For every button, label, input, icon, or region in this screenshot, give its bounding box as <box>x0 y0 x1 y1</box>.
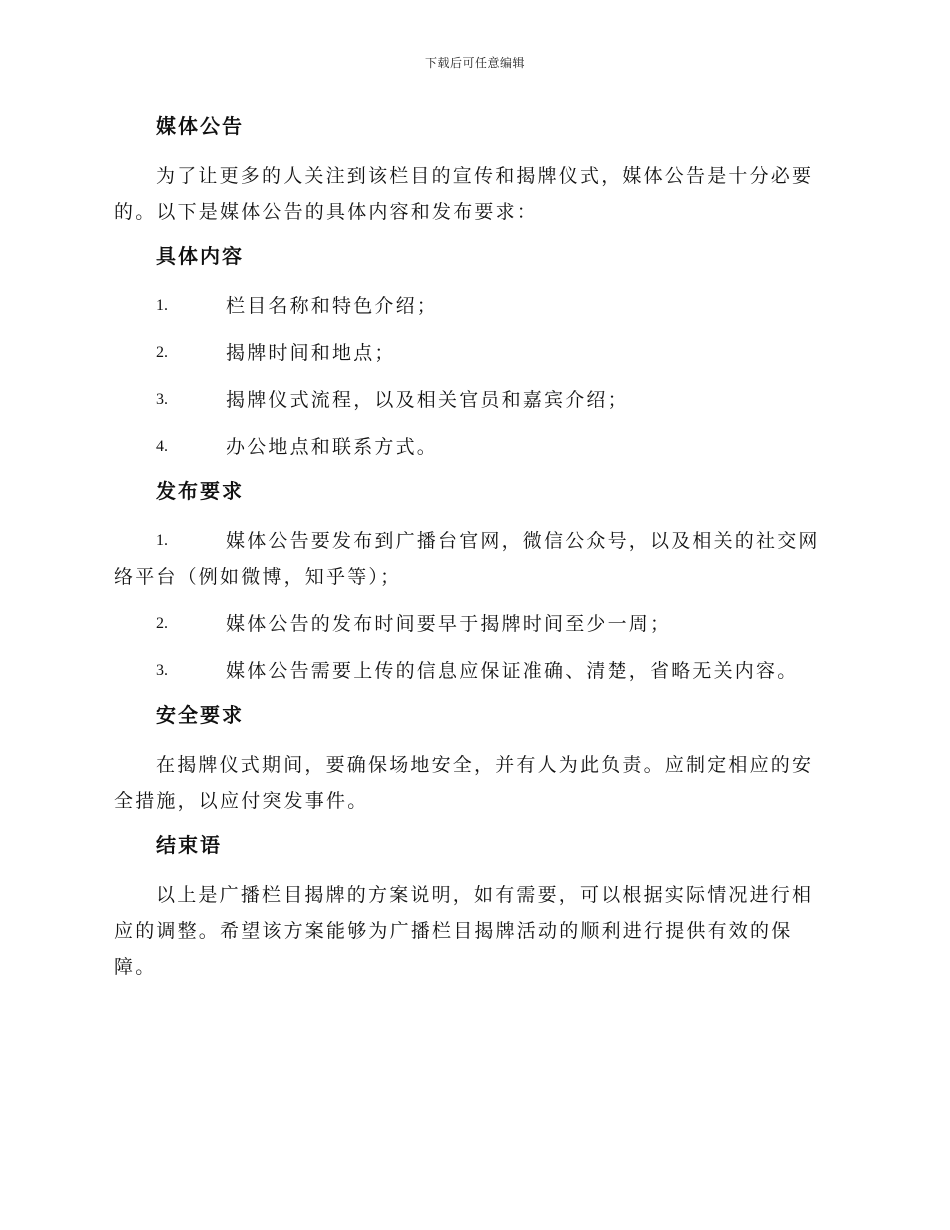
list-text: 媒体公告的发布时间要早于揭牌时间至少一周； <box>226 613 672 635</box>
list-number: 3. <box>156 662 168 679</box>
list-item <box>114 382 834 418</box>
list-number: 1. <box>156 532 168 549</box>
list-number: 3. <box>156 391 168 408</box>
list-text: 媒体公告要发布到广播台官网，微信公众号，以及相关的社交网络平台（例如微博，知乎等）； <box>114 530 820 588</box>
list-item <box>114 653 834 689</box>
list-item <box>114 606 834 642</box>
list-item <box>114 429 834 465</box>
list-number: 2. <box>156 344 168 361</box>
list-text: 揭牌时间和地点； <box>226 342 396 364</box>
closing-paragraph: 以上是广播栏目揭牌的方案说明，如有需要，可以根据实际情况进行相应的调整。希望该方案能够为广播栏目揭牌活动的顺利进行提供有效的保障。 <box>114 884 814 978</box>
safety-paragraph: 在揭牌仪式期间，要确保场地安全，并有人为此负责。应制定相应的安全措施，以应付突发事件。 <box>114 754 814 812</box>
list-text: 揭牌仪式流程，以及相关官员和嘉宾介绍； <box>226 389 629 411</box>
media-intro-paragraph: 为了让更多的人关注到该栏目的宣传和揭牌仪式，媒体公告是十分必要的。以下是媒体公告的具体内容和发布要求： <box>114 165 814 223</box>
document-body <box>114 111 834 996</box>
list-number: 2. <box>156 615 168 632</box>
heading-closing: 结束语 <box>156 833 222 857</box>
list-text: 栏目名称和特色介绍； <box>226 295 439 317</box>
heading-specific-content: 具体内容 <box>156 244 244 268</box>
heading-publish-requirements: 发布要求 <box>156 479 244 503</box>
list-item <box>114 335 834 371</box>
heading-media-announcement: 媒体公告 <box>156 114 244 138</box>
list-text: 办公地点和联系方式。 <box>226 436 439 458</box>
list-text: 媒体公告需要上传的信息应保证准确、清楚，省略无关内容。 <box>226 660 799 682</box>
header-note: 下载后可任意编辑 <box>424 56 525 70</box>
list-number: 4. <box>156 438 168 455</box>
list-number: 1. <box>156 297 168 314</box>
list-item <box>114 288 834 324</box>
heading-safety-requirements: 安全要求 <box>156 703 244 727</box>
list-item <box>114 523 834 595</box>
